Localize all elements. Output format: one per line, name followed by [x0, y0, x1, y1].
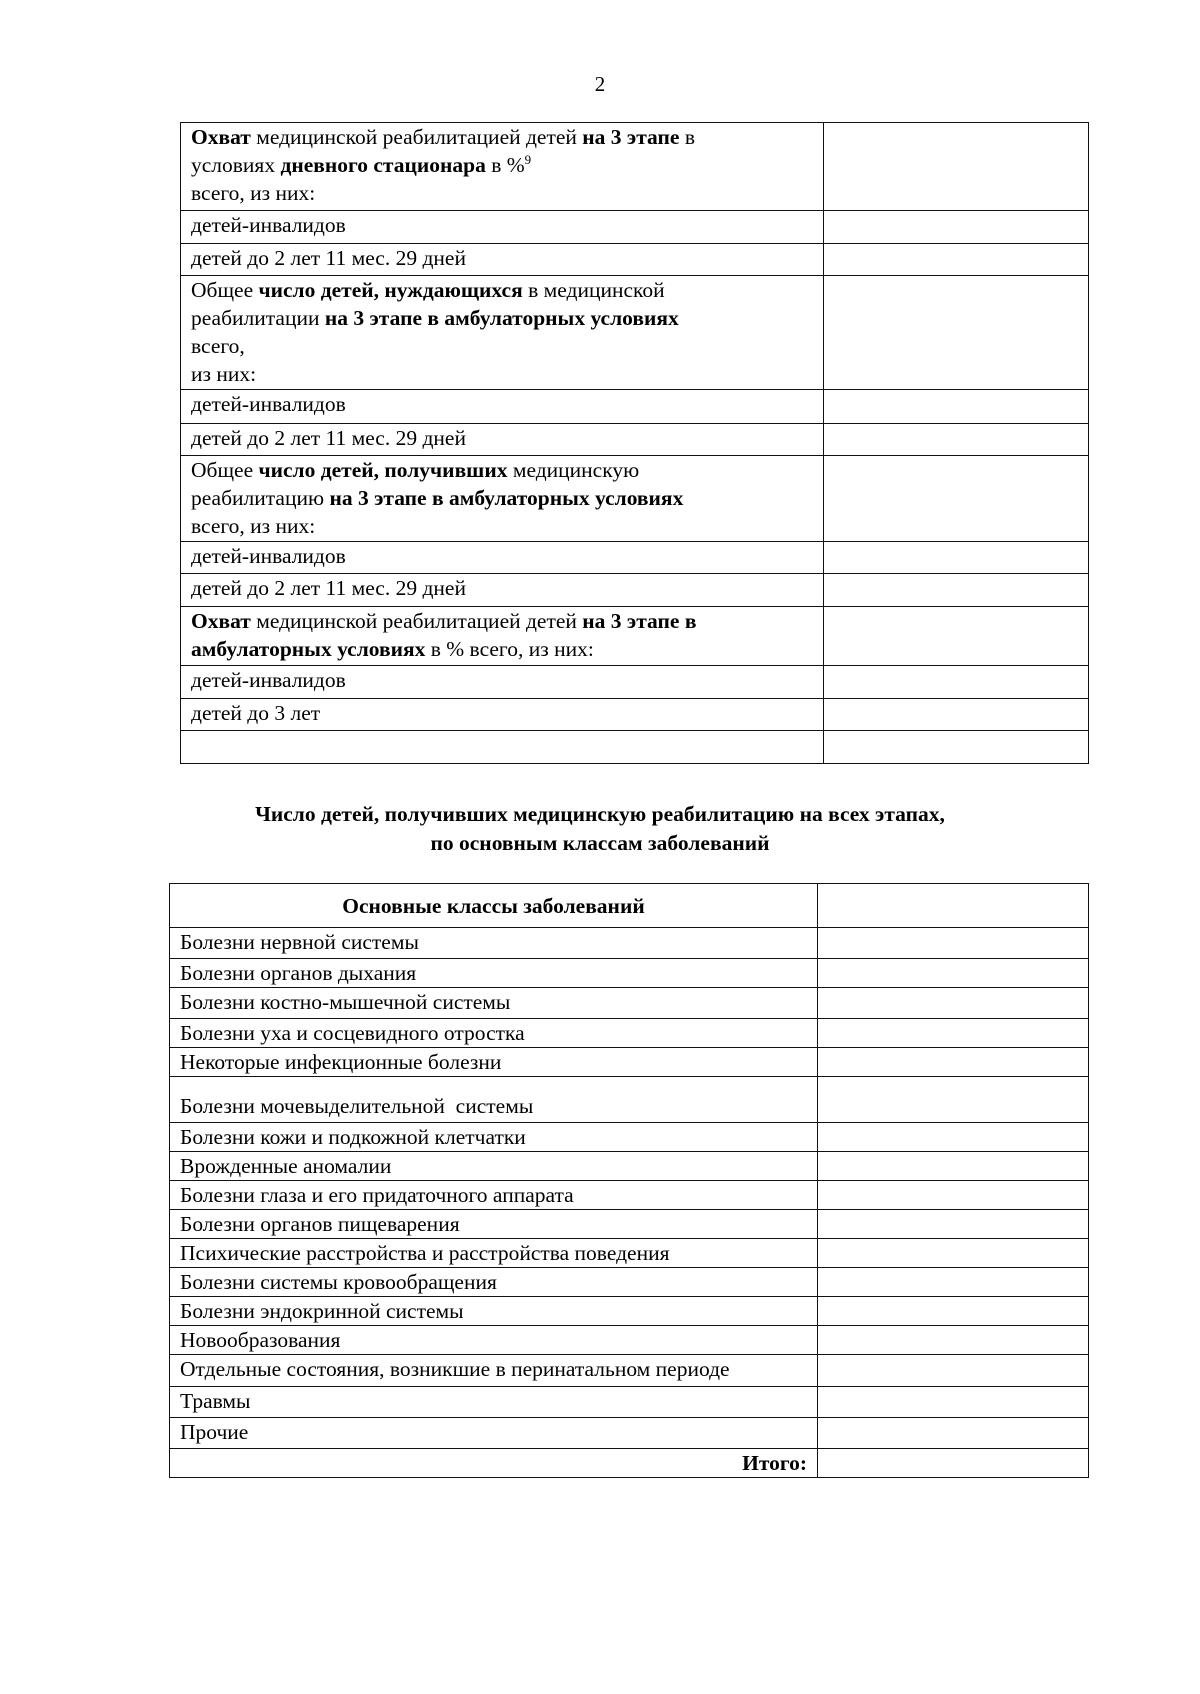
bold-text: на 3 этапе в: [582, 609, 697, 633]
text-fragment: всего, из них:: [191, 181, 316, 205]
text-fragment: детей-инвалидов: [191, 392, 346, 416]
total-label: Итого:: [170, 1449, 818, 1478]
indicator-label: [181, 699, 824, 731]
text-fragment: в %: [485, 153, 525, 177]
indicator-label: [181, 731, 824, 764]
footnote-ref: 9: [524, 151, 532, 167]
bold-text: дневного стационара: [280, 153, 486, 177]
disease-row: [170, 1152, 1089, 1181]
indicator-label: [181, 244, 824, 276]
text-fragment: медицинскую: [507, 458, 640, 482]
text-fragment: в медицинской: [522, 278, 665, 302]
disease-table-header-row: [170, 884, 1089, 928]
value-cell[interactable]: [824, 244, 1089, 276]
text-fragment: условиях: [191, 153, 281, 177]
value-cell[interactable]: [818, 1152, 1089, 1181]
value-cell-header[interactable]: [818, 884, 1089, 928]
value-cell[interactable]: [824, 211, 1089, 244]
disease-class-label: Болезни органов пищеварения: [170, 1210, 818, 1239]
disease-class-label: Болезни мочевыделительной системы: [170, 1077, 818, 1123]
text-fragment: всего, из них:: [191, 514, 316, 538]
disease-class-label: Болезни кожи и подкожной клетчатки: [170, 1123, 818, 1152]
section-title-line-2: по основным классам заболеваний: [430, 831, 770, 855]
total-value-cell[interactable]: [818, 1449, 1089, 1478]
text-fragment: Общее: [191, 458, 259, 482]
value-cell[interactable]: [818, 1077, 1089, 1123]
table-row: [181, 456, 1089, 542]
text-fragment: реабилитации: [191, 306, 325, 330]
disease-class-label: Прочие: [170, 1418, 818, 1449]
bold-text: на 3 этапе в амбулаторных условиях: [324, 306, 679, 330]
page-number: 2: [594, 72, 606, 96]
value-cell[interactable]: [824, 542, 1089, 574]
value-cell[interactable]: [818, 1326, 1089, 1355]
total-row: [170, 1449, 1089, 1478]
value-cell[interactable]: [818, 1123, 1089, 1152]
value-cell[interactable]: [818, 1297, 1089, 1326]
value-cell[interactable]: [818, 1418, 1089, 1449]
value-cell[interactable]: [824, 607, 1089, 666]
text-fragment: детей-инвалидов: [191, 213, 346, 237]
table-row: [181, 607, 1089, 666]
text-fragment: медицинской реабилитацией детей: [250, 609, 583, 633]
value-cell[interactable]: [824, 456, 1089, 542]
value-cell[interactable]: [824, 731, 1089, 764]
table-row: [181, 123, 1089, 211]
disease-row: [170, 1181, 1089, 1210]
text-fragment: всего,: [191, 334, 245, 358]
disease-row: [170, 959, 1089, 988]
text-fragment: детей до 3 лет: [191, 701, 321, 725]
bold-text: на 3 этапе в амбулаторных условиях: [329, 486, 684, 510]
indicator-label: [181, 123, 824, 211]
value-cell[interactable]: [818, 1239, 1089, 1268]
disease-row: [170, 1019, 1089, 1048]
value-cell[interactable]: [818, 1181, 1089, 1210]
table-row: [181, 276, 1089, 390]
disease-class-label: Врожденные аномалии: [170, 1152, 818, 1181]
disease-row: [170, 1297, 1089, 1326]
indicator-label: [181, 456, 824, 542]
indicator-label: [181, 574, 824, 607]
value-cell[interactable]: [818, 1355, 1089, 1387]
disease-class-label: Новообразования: [170, 1326, 818, 1355]
disease-class-label: Болезни уха и сосцевидного отростка: [170, 1019, 818, 1048]
value-cell[interactable]: [818, 928, 1089, 959]
text-fragment: Общее: [191, 278, 259, 302]
section-title: [0, 800, 1200, 858]
value-cell[interactable]: [824, 123, 1089, 211]
bold-text: число детей, получивших: [258, 458, 508, 482]
indicator-label: [181, 542, 824, 574]
table-row: [181, 542, 1089, 574]
table-row: [181, 244, 1089, 276]
section-title-line-1: Число детей, получивших медицинскую реабилитацию на всех этапах,: [255, 802, 945, 826]
rehab-coverage-table: [180, 122, 1089, 764]
text-fragment: медицинской реабилитацией детей: [250, 125, 583, 149]
disease-class-label: Отдельные состояния, возникшие в перинатальном периоде: [170, 1355, 818, 1387]
disease-row: [170, 1418, 1089, 1449]
text-fragment: детей-инвалидов: [191, 544, 346, 568]
indicator-label: [181, 211, 824, 244]
disease-row: [170, 1387, 1089, 1418]
text-fragment: реабилитацию: [191, 486, 330, 510]
table-row: [181, 390, 1089, 424]
value-cell[interactable]: [818, 1268, 1089, 1297]
bold-text: число детей, нуждающихся: [258, 278, 523, 302]
disease-class-label: Болезни органов дыхания: [170, 959, 818, 988]
value-cell[interactable]: [818, 988, 1089, 1019]
indicator-label: [181, 424, 824, 456]
value-cell[interactable]: [824, 424, 1089, 456]
disease-class-label: Психические расстройства и расстройства поведения: [170, 1239, 818, 1268]
disease-classes-header: Основные классы заболеваний: [170, 884, 818, 928]
disease-row: [170, 1268, 1089, 1297]
table-row: [181, 731, 1089, 764]
rehab-coverage-table-body: [181, 123, 1089, 764]
text-fragment: в % всего, из них:: [425, 637, 594, 661]
disease-class-label: Травмы: [170, 1387, 818, 1418]
text-fragment: детей до 2 лет 11 мес. 29 дней: [191, 426, 466, 450]
value-cell[interactable]: [824, 699, 1089, 731]
text-fragment: детей-инвалидов: [191, 668, 346, 692]
disease-class-label: Болезни глаза и его придаточного аппарата: [170, 1181, 818, 1210]
value-cell[interactable]: [824, 574, 1089, 607]
bold-text: Охват: [191, 125, 251, 149]
indicator-label: [181, 666, 824, 699]
indicator-label: [181, 276, 824, 390]
table-row: [181, 424, 1089, 456]
value-cell[interactable]: [824, 276, 1089, 390]
disease-row: [170, 1077, 1089, 1123]
disease-row: [170, 1239, 1089, 1268]
table-row: [181, 211, 1089, 244]
value-cell[interactable]: [824, 390, 1089, 424]
disease-classes-table-body: [170, 884, 1089, 1478]
text-fragment: детей до 2 лет 11 мес. 29 дней: [191, 576, 466, 600]
disease-classes-table: [169, 883, 1089, 1478]
value-cell[interactable]: [818, 1387, 1089, 1418]
value-cell[interactable]: [818, 959, 1089, 988]
bold-text: Охват: [191, 609, 251, 633]
text-fragment: из них:: [191, 362, 257, 386]
disease-class-label: Болезни системы кровообращения: [170, 1268, 818, 1297]
disease-row: [170, 1210, 1089, 1239]
bold-text: на 3 этапе: [582, 125, 680, 149]
table-row: [181, 574, 1089, 607]
indicator-label: [181, 607, 824, 666]
disease-row: [170, 1048, 1089, 1077]
table-row: [181, 666, 1089, 699]
disease-row: [170, 988, 1089, 1019]
disease-class-label: Болезни нервной системы: [170, 928, 818, 959]
indicator-label: [181, 390, 824, 424]
text-fragment: детей до 2 лет 11 мес. 29 дней: [191, 246, 466, 270]
disease-class-label: Некоторые инфекционные болезни: [170, 1048, 818, 1077]
text-fragment: в: [679, 125, 695, 149]
value-cell[interactable]: [818, 1048, 1089, 1077]
value-cell[interactable]: [824, 666, 1089, 699]
value-cell[interactable]: [818, 1019, 1089, 1048]
value-cell[interactable]: [818, 1210, 1089, 1239]
table-row: [181, 699, 1089, 731]
disease-row: [170, 1123, 1089, 1152]
bold-text: амбулаторных условиях: [191, 637, 426, 661]
disease-row: [170, 1355, 1089, 1387]
disease-row: [170, 928, 1089, 959]
disease-class-label: Болезни костно-мышечной системы: [170, 988, 818, 1019]
disease-row: [170, 1326, 1089, 1355]
disease-class-label: Болезни эндокринной системы: [170, 1297, 818, 1326]
